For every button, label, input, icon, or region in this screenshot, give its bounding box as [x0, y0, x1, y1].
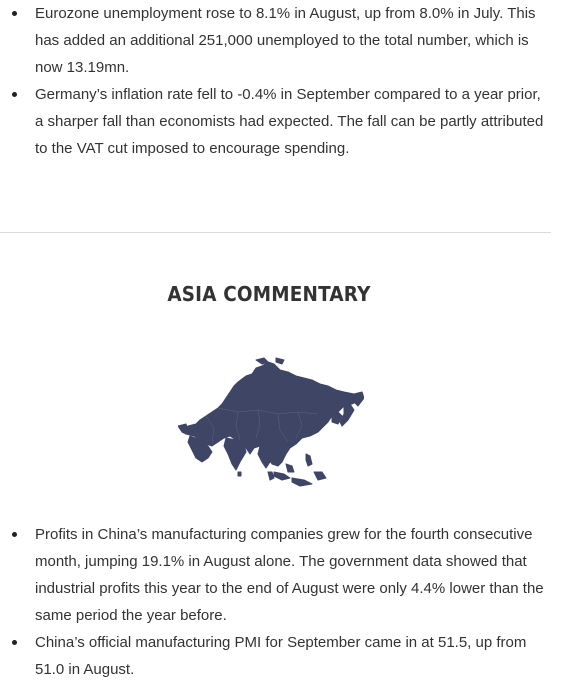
- list-item: [0, 0, 552, 81]
- eurozone-bullet-list: [0, 0, 552, 162]
- asia-map-icon: [178, 354, 364, 492]
- list-item-text: China’s official manufacturing PMI for September came in at 51.5, up from 51.0 in August.: [35, 634, 527, 678]
- list-item: [0, 521, 552, 629]
- bullet-icon: [12, 532, 17, 537]
- list-item-text: Eurozone unemployment rose to 8.1% in August, up from 8.0% in July. This has added an additional 251,000 unemployed to the total number, which is now 13.19mn.: [35, 5, 536, 76]
- list-item: [0, 629, 552, 683]
- section-divider: [0, 232, 551, 233]
- list-item-text: Profits in China’s manufacturing companies grew for the fourth consecutive month, jumping 19.1% in August alone. The government data showed that industrial profits this year to the end of August were only 4.4% lower than the same period the year before.: [35, 526, 544, 624]
- section-title: ASIA COMMENTARY: [167, 282, 371, 306]
- list-item-text: Germany’s inflation rate fell to -0.4% in September compared to a year prior, a sharper fall than economists had expected. The fall can be partly attributed to the VAT cut imposed to encourage spending.: [35, 86, 544, 157]
- bullet-icon: [12, 640, 17, 645]
- list-item: [0, 81, 552, 162]
- bullet-icon: [12, 92, 17, 97]
- bullet-icon: [12, 11, 17, 16]
- asia-bullet-list: [0, 521, 552, 683]
